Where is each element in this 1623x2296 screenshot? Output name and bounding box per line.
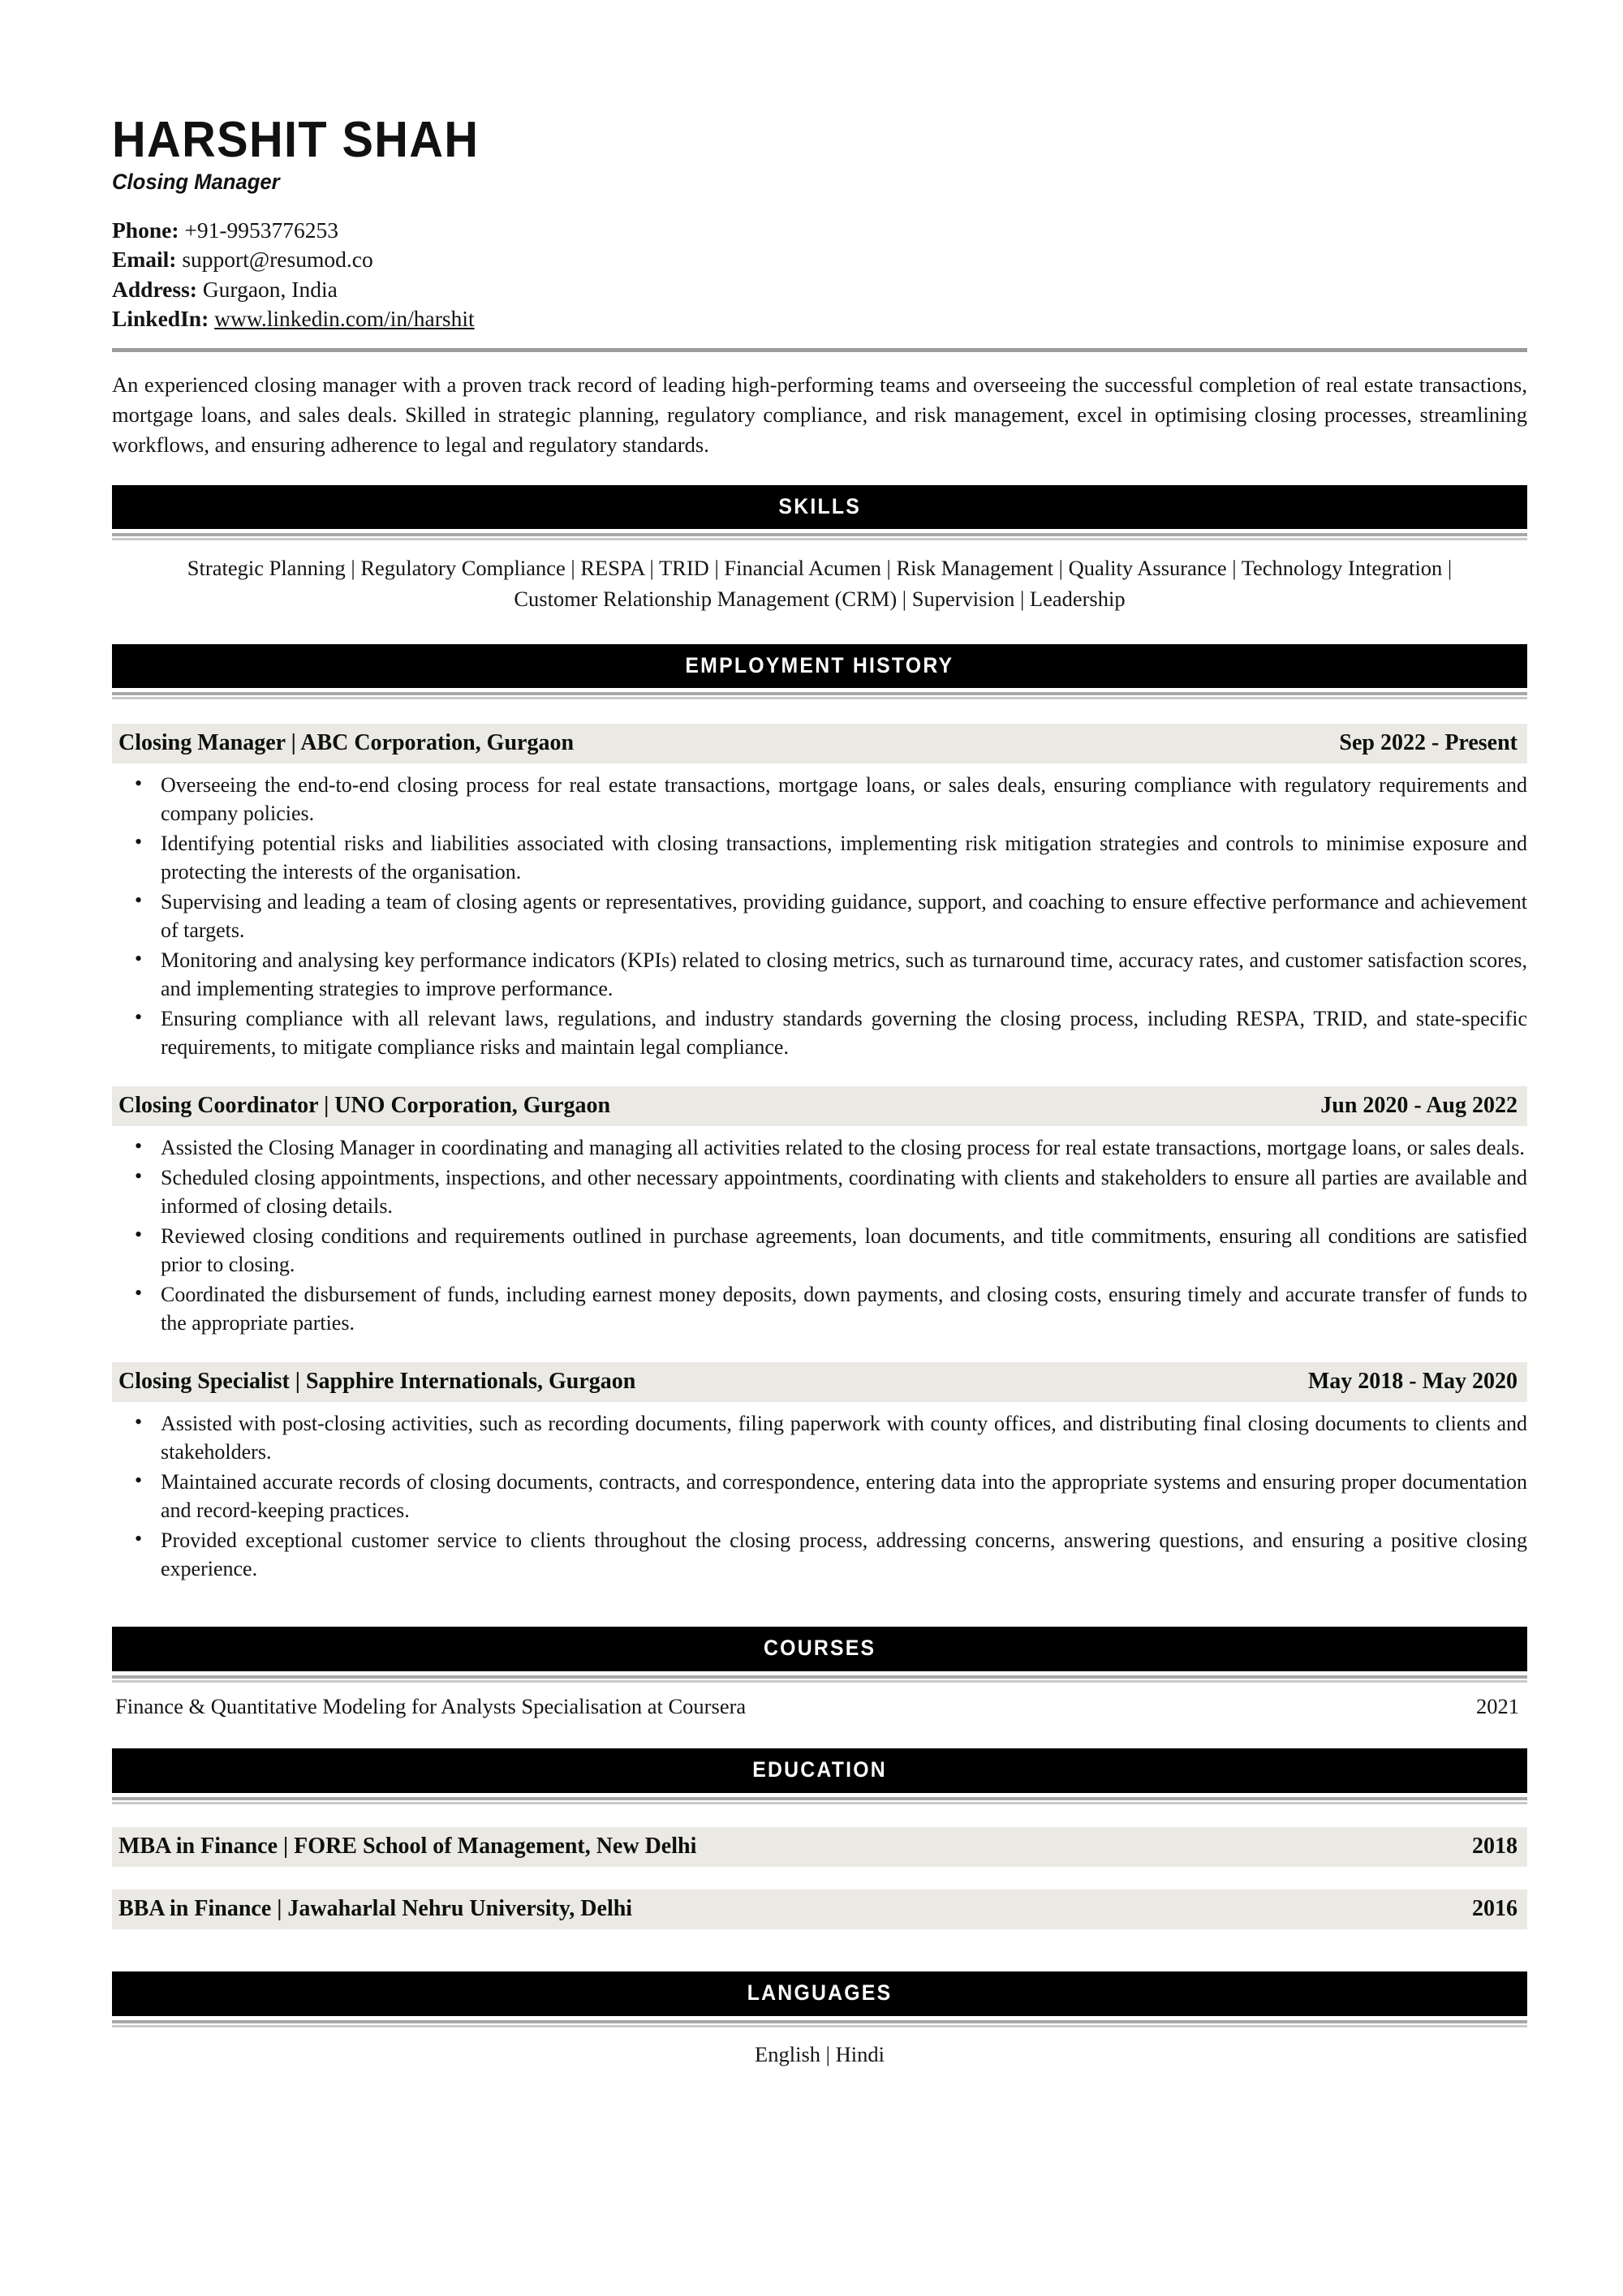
list-item: • Scheduled closing appointments, inspections, and other necessary appointments, coordinating with clients and stakeholders to ensure all parties are available and informed of closing details. — [156, 1164, 1527, 1221]
section-header-languages — [112, 1971, 1527, 2016]
section-header-education — [112, 1748, 1527, 1793]
employment-divider — [112, 692, 1527, 699]
employment-entry-dates: Jun 2020 - Aug 2022 — [1320, 1092, 1518, 1118]
contact-linkedin — [112, 304, 1527, 333]
courses-divider — [112, 1675, 1527, 1683]
list-item: • Maintained accurate records of closing documents, contracts, and correspondence, entering data into the appropriate systems and ensuring proper documentation and record-keeping practices. — [156, 1468, 1527, 1525]
employment-entry — [112, 724, 1527, 1062]
contact-phone-value: +91-9953776253 — [184, 217, 339, 243]
languages-list: English | Hindi — [755, 2041, 885, 2066]
education-entry-title: BBA in Finance | Jawaharlal Nehru University, Delhi — [118, 1895, 633, 1921]
section-header-skills-label: SKILLS — [778, 493, 861, 518]
languages-divider — [112, 2020, 1527, 2027]
list-item: • Ensuring compliance with all relevant laws, regulations, and industry standards governing the closing process, including RESPA, TRID, and state-specific requirements, to mitigate compliance risks and maintain legal compliance. — [156, 1005, 1527, 1062]
contact-linkedin-link[interactable]: www.linkedin.com/in/harshit — [214, 305, 475, 331]
list-item: • Overseeing the end-to-end closing process for real estate transactions, mortgage loans, or sales deals, ensuring compliance with regulatory requirements and company policies. — [156, 772, 1527, 828]
header-divider — [112, 348, 1527, 352]
employment-entry-bullets — [112, 772, 1527, 1062]
contact-linkedin-label: LinkedIn: — [112, 305, 209, 331]
list-item: • Monitoring and analysing key performance indicators (KPIs) related to closing metrics, such as turnaround time, accuracy rates, and customer satisfaction scores, and implementing strategies to improve performance. — [156, 947, 1527, 1004]
course-name: Finance & Quantitative Modeling for Analysts Specialisation at Coursera — [115, 1694, 747, 1719]
professional-summary: An experienced closing manager with a proven track record of leading high-performing teams and overseeing the successful completion of real estate transactions, mortgage loans, and sales deals. Skilled in strategic planning, regulatory compliance, and risk management, excel in optimising closing processes, streamlining workflows, and ensuring adherence to legal and regulatory standards. — [112, 372, 1527, 458]
list-item: • Coordinated the disbursement of funds, including earnest money deposits, down payments, and closing costs, ensuring timely and accurate transfer of funds to the appropriate parties. — [156, 1281, 1527, 1338]
candidate-name: HARSHIT SHAH — [112, 112, 480, 168]
list-item: • Provided exceptional customer service to clients throughout the closing process, addressing concerns, answering questions, and ensuring a positive closing experience. — [156, 1527, 1527, 1584]
section-header-courses-label: COURSES — [763, 1636, 876, 1661]
employment-entry-dates: Sep 2022 - Present — [1339, 730, 1518, 756]
employment-entry-title: Closing Manager | ABC Corporation, Gurgaon — [118, 730, 575, 756]
employment-entry-header — [112, 1362, 1527, 1402]
section-header-courses — [112, 1627, 1527, 1671]
section-header-languages-label: LANGUAGES — [747, 1980, 893, 2005]
list-item: • Reviewed closing conditions and requirements outlined in purchase agreements, loan documents, and title commitments, ensuring all conditions are satisfied prior to closing. — [156, 1223, 1527, 1279]
education-entry — [112, 1890, 1527, 1929]
section-header-education-label: EDUCATION — [752, 1757, 887, 1782]
employment-entry-header — [112, 724, 1527, 763]
education-entry-year: 2018 — [1472, 1833, 1518, 1859]
candidate-job-title: Closing Manager — [112, 170, 280, 195]
languages-section — [112, 1971, 1527, 2067]
course-entry — [112, 1683, 1527, 1724]
employment-entry-bullets — [112, 1410, 1527, 1584]
courses-section — [112, 1627, 1527, 1724]
contact-block — [112, 216, 1527, 333]
employment-entry — [112, 1086, 1527, 1338]
contact-phone — [112, 216, 1527, 245]
list-item: • Supervising and leading a team of closing agents or representatives, providing guidance, support, and coaching to ensure effective performance and achievement of targets. — [156, 888, 1527, 945]
course-year: 2021 — [1476, 1694, 1519, 1719]
employment-entry-title: Closing Specialist | Sapphire Internationals, Gurgaon — [118, 1368, 636, 1394]
contact-phone-label: Phone: — [112, 217, 179, 243]
employment-entry-bullets — [112, 1134, 1527, 1338]
contact-email-value: support@resumod.co — [182, 247, 373, 273]
employment-entry-header — [112, 1086, 1527, 1126]
education-divider — [112, 1797, 1527, 1804]
section-header-employment — [112, 644, 1527, 689]
employment-entry-title: Closing Coordinator | UNO Corporation, Gurgaon — [118, 1092, 611, 1118]
list-item: • Identifying potential risks and liabilities associated with closing transactions, implementing risk mitigation strategies and controls to minimise exposure and protecting the interests of the organisation. — [156, 830, 1527, 887]
education-entry-title: MBA in Finance | FORE School of Management, New Delhi — [118, 1833, 697, 1859]
education-section — [112, 1748, 1527, 1929]
contact-address-value: Gurgaon, India — [202, 276, 338, 302]
resume-content — [112, 114, 1527, 2067]
employment-entry — [112, 1362, 1527, 1584]
list-item: • Assisted with post-closing activities, such as recording documents, filing paperwork with county offices, and distributing final closing documents to clients and stakeholders. — [156, 1410, 1527, 1467]
employment-entry-dates: May 2018 - May 2020 — [1307, 1368, 1518, 1394]
skills-divider — [112, 533, 1527, 540]
contact-address-label: Address: — [112, 276, 197, 302]
contact-address — [112, 275, 1527, 304]
skills-list: Strategic Planning | Regulatory Compliance | RESPA | TRID | Financial Acumen | Risk Management | Quality Assurance | Technology Integration | Customer Relationship Management (CRM) | Supervision | Leadership — [187, 556, 1453, 611]
resume-header — [112, 114, 1527, 333]
list-item: • Assisted the Closing Manager in coordinating and managing all activities related to the closing process for real estate transactions, mortgage loans, or sales deals. — [156, 1134, 1527, 1163]
contact-email — [112, 245, 1527, 274]
education-entry-year: 2016 — [1472, 1895, 1518, 1921]
employment-section — [112, 644, 1527, 1584]
education-entry — [112, 1827, 1527, 1867]
section-header-employment-label: EMPLOYMENT HISTORY — [685, 652, 954, 677]
contact-email-label: Email: — [112, 247, 177, 273]
section-header-skills — [112, 485, 1527, 530]
